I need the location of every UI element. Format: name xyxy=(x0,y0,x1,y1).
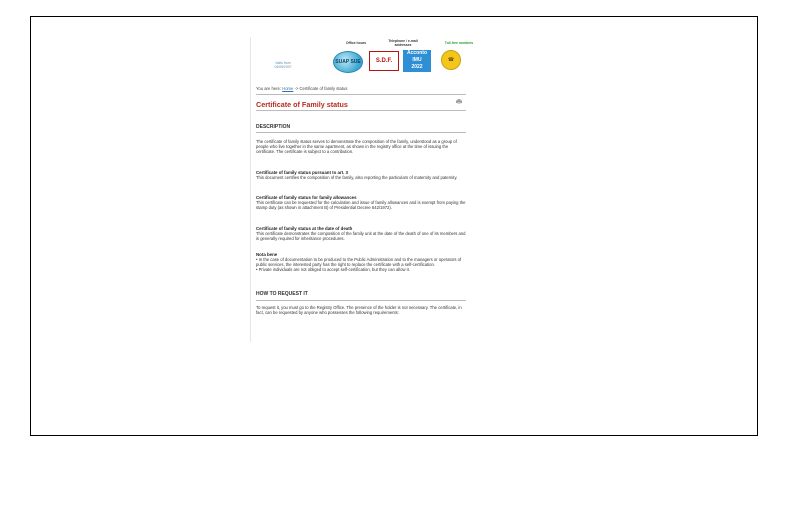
how-to-request-divider xyxy=(256,300,466,301)
service-tiles xyxy=(327,39,487,81)
how-to-request-text: To request it, you must go to the Registry Office. The presence of the holder is not necessary. The certificate, in fact, can be requested by anyone who possesses the following requirements: xyxy=(256,305,462,316)
breadcrumb-prefix: You are here: xyxy=(256,86,281,91)
allowances-text: This certificate can be requested for the calculation and issue of family allowances and is exempt from paying the stamp duty (as shown in attachment B) of Presidential Decree 642/1972). xyxy=(256,200,466,211)
sdf-button[interactable] xyxy=(369,51,399,71)
imu-line-2: IMU xyxy=(412,57,422,63)
nota-bene-item-2: • Private individuals are not obliged to accept self-certification, but they can allow it. xyxy=(256,267,410,273)
suap-sue-button[interactable] xyxy=(333,51,363,73)
description-heading: DESCRIPTION xyxy=(256,124,291,130)
breadcrumb-divider xyxy=(256,94,466,95)
allowances-heading: Certificate of family status for family allowances xyxy=(256,195,357,200)
print-icon[interactable] xyxy=(456,99,462,104)
allowances-block xyxy=(256,195,468,210)
description-text: The certificate of family status serves to demonstrate the composition of the family, understood as a group of people who live together in the same apartment, as shown in the registry office at the time of issuing the certificate. The certificate is subject to a contribution. xyxy=(256,139,457,155)
death-block xyxy=(256,226,468,241)
phone-icon: ☎ xyxy=(447,57,455,63)
toll-free-button[interactable] xyxy=(441,50,461,70)
nota-bene-heading: Nota bene xyxy=(256,252,278,257)
imu-line-3: 2022 xyxy=(411,64,423,70)
visits-line-2: 04/05/2007 xyxy=(274,65,292,70)
visits-line-1: visits from xyxy=(275,61,291,65)
description-divider xyxy=(256,132,466,133)
telephone-line: Telephone / e-mail xyxy=(388,39,418,43)
art3-heading: Certificate of family status pursuant to art. 3 xyxy=(256,170,348,175)
breadcrumb-current: Certificate of family status xyxy=(299,86,348,91)
how-to-request-heading: HOW TO REQUEST IT xyxy=(256,291,308,297)
addresses-line: addresses xyxy=(394,43,412,47)
death-heading: Certificate of family status at the date of death xyxy=(256,226,353,231)
imu-2022-button[interactable] xyxy=(403,50,431,72)
page-title: Certificate of Family status xyxy=(256,100,348,109)
office-hours-caption: Office hours xyxy=(346,41,366,45)
breadcrumb-separator: -> xyxy=(294,86,299,91)
sdf-label: S.D.F. xyxy=(375,58,393,64)
death-text: This certificate demonstrates the composition of the family unit at the date of the death of one of its members and is generally required for inheritance procedures. xyxy=(256,231,466,242)
breadcrumb-home-link[interactable]: Home xyxy=(282,86,294,91)
suap-label: SUAP SUE xyxy=(335,59,361,65)
nota-bene-item-1: • In the case of documentation to be produced to the Public Administration and to the managers or operators of public services, the interested party has the right to replace the certificate with a self-certification. xyxy=(256,257,462,268)
toll-free-caption: Toll-free numbers xyxy=(444,41,474,45)
title-divider xyxy=(256,110,466,111)
imu-line-1: Acconto xyxy=(407,50,427,56)
nota-bene-block xyxy=(256,252,468,272)
art3-text: This document certifies the composition of the family, also reporting the particulars of maternity and paternity. xyxy=(256,175,458,181)
telephone-caption xyxy=(383,39,423,47)
visits-note xyxy=(263,61,303,69)
breadcrumb xyxy=(256,86,347,91)
art3-block xyxy=(256,170,468,180)
